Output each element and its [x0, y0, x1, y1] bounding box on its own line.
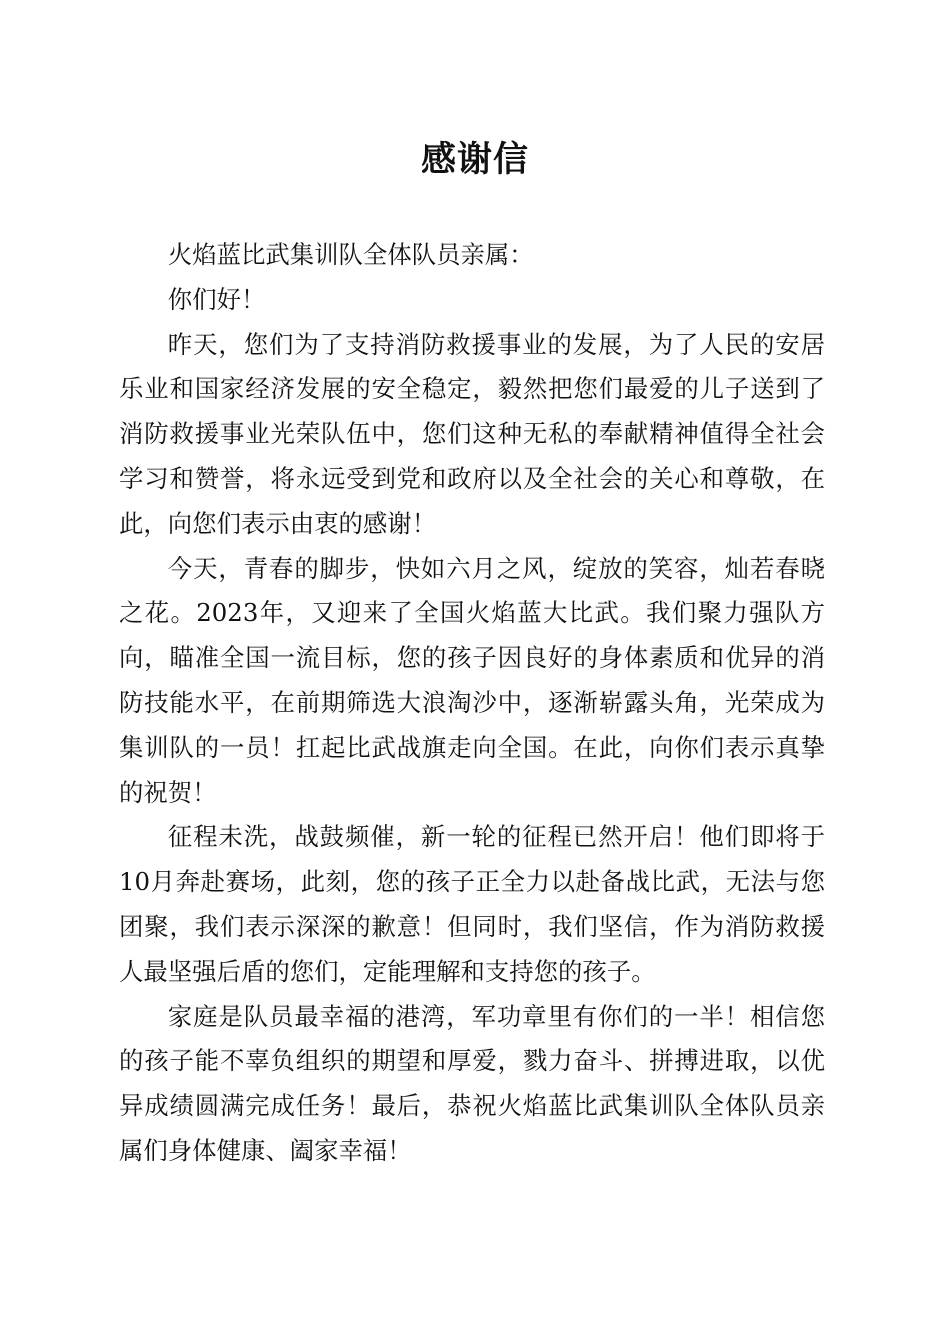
paragraph-1: 昨天，您们为了支持消防救援事业的发展，为了人民的安居乐业和国家经济发展的安全稳定，毅然把您们最爱的儿子送到了消防救援事业光荣队伍中，您们这种无私的奉献精神值得全社会学习和赞誉，将永远受到党和政府以及全社会的关心和尊敬，在此，向您们表示由衷的感谢！: [119, 329, 825, 538]
greeting: 你们好！: [167, 284, 266, 314]
paragraph-2: 今天，青春的脚步，快如六月之风，绽放的笑容，灿若春晓之花。2023年，又迎来了全国火焰蓝大比武。我们聚力强队方向，瞄准全国一流目标，您的孩子因良好的身体素质和优异的消防技能水平，在前期筛选大浪淘沙中，逐渐崭露头角，光荣成为集训队的一员！扛起比武战旗走向全国。在此，向你们表示真挚的祝贺！: [119, 553, 825, 807]
paragraph-4: 家庭是队员最幸福的港湾，军功章里有你们的一半！相信您的孩子能不辜负组织的期望和厚爱，戮力奋斗、拼搏进取，以优异成绩圆满完成任务！最后，恭祝火焰蓝比武集训队全体队员亲属们身体健康、阖家幸福！: [119, 1001, 825, 1165]
document-title: 感谢信: [420, 140, 529, 180]
letter-body: [119, 233, 825, 1174]
paragraph-3: 征程未洗，战鼓频催，新一轮的征程已然开启！他们即将于10月奔赴赛场，此刻，您的孩子正全力以赴备战比武，无法与您团聚，我们表示深深的歉意！但同时，我们坚信，作为消防救援人最坚强后盾的您们，定能理解和支持您的孩子。: [119, 822, 825, 986]
salutation: 火焰蓝比武集训队全体队员亲属：: [167, 240, 534, 269]
